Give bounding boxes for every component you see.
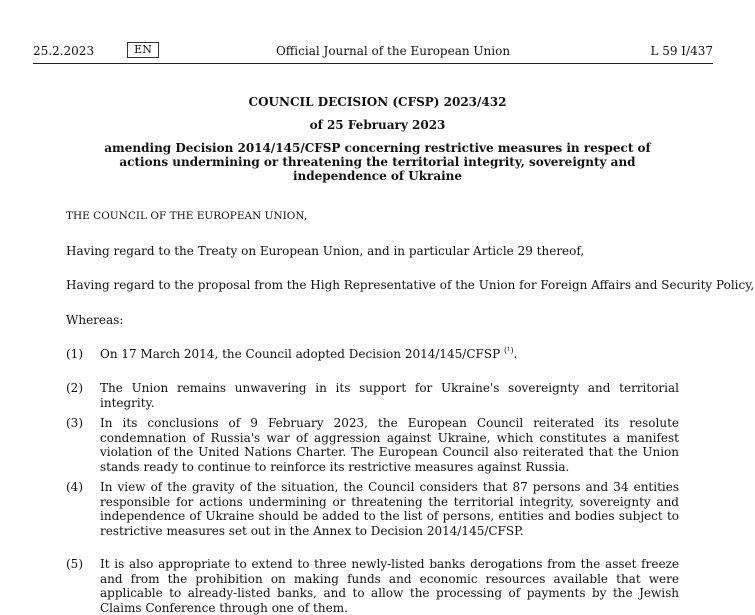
publication-date: 25.2.2023 (33, 44, 95, 58)
recital-number: (1) (66, 347, 83, 361)
journal-header (33, 43, 713, 64)
citation-proposal: Having regard to the proposal from the High Representative of the Union for Foreign Affairs and Security Policy, (66, 278, 755, 292)
decision-subject: amending Decision 2014/145/CFSP concerning restrictive measures in respect of actions undermining or threatening the territorial integrity, sovereignty and independence of Ukraine (104, 141, 651, 183)
recital-3: In its conclusions of 9 February 2023, the European Council reiterated its resolute condemnation of Russia's war of aggression against Ukraine, which constitutes a manifest violation of the United Nations Charter. The European Council also reiterated that the Union stands ready to continue to reinforce its restrictive measures against Russia. (100, 416, 679, 474)
whereas-heading: Whereas: (66, 313, 124, 327)
citation-treaty: Having regard to the Treaty on European Union, and in particular Article 29 thereof, (66, 244, 585, 258)
footnote-link[interactable]: (¹) (503, 346, 514, 355)
recital-1-text: On 17 March 2014, the Council adopted Decision 2014/145/CFSP (100, 347, 501, 361)
recital-1-end: . (513, 347, 518, 361)
decision-date: of 25 February 2023 (309, 118, 446, 132)
recital-4: In view of the gravity of the situation, the Council considers that 87 persons and 34 entities responsible for actions undermining or threatening the territorial integrity, sovereignty and independence of Ukraine should be added to the list of persons, entities and bodies subject to restrictive measures set out in the Annex to Decision 2014/145/CFSP. (100, 480, 679, 538)
council-preamble: THE COUNCIL OF THE EUROPEAN UNION, (66, 210, 308, 222)
recital-2: The Union remains unwavering in its support for Ukraine's sovereignty and territorial integrity. (100, 381, 679, 410)
recital-number: (5) (66, 557, 83, 571)
decision-title: COUNCIL DECISION (CFSP) 2023/432 (248, 95, 507, 109)
recital-1 (100, 347, 679, 362)
recital-number: (2) (66, 381, 83, 395)
recital-number: (4) (66, 480, 83, 494)
journal-title: Official Journal of the European Union (275, 44, 511, 58)
recital-5: It is also appropriate to extend to three newly-listed banks derogations from the asset freeze and from the prohibition on making funds and economic resources available that were applicable to already-listed banks, and to allow the processing of payments by the Jewish Claims Conference through one of them. (100, 557, 679, 615)
page-reference: L 59 I/437 (650, 44, 713, 58)
recital-number: (3) (66, 416, 83, 430)
language-badge[interactable]: EN (127, 42, 159, 58)
